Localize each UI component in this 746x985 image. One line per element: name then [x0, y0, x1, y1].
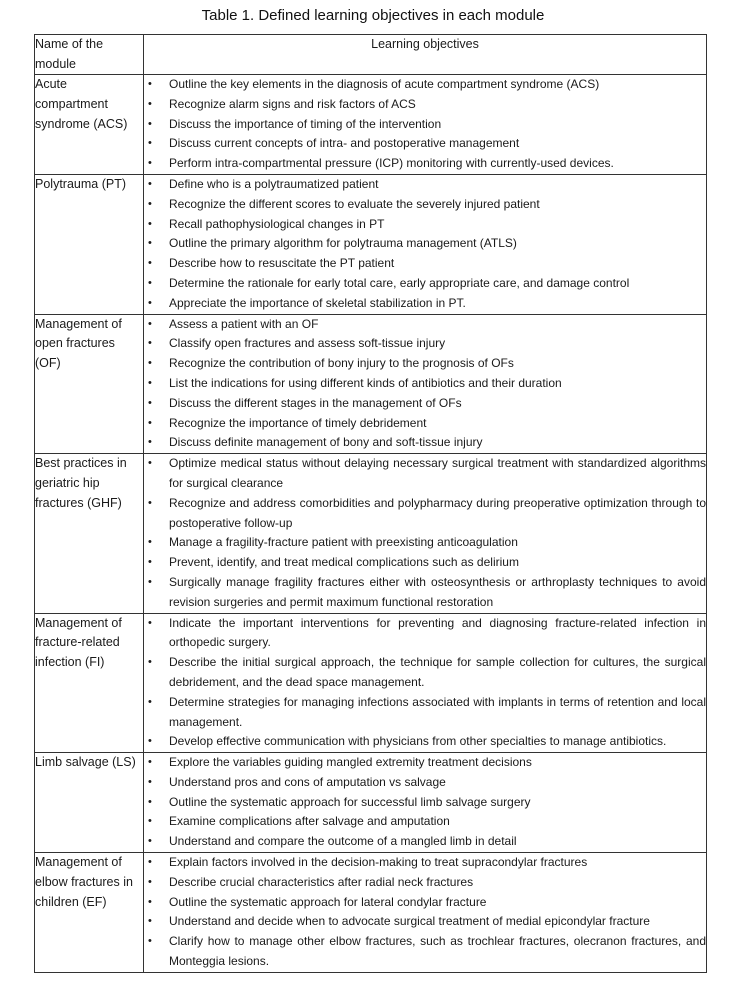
bullet-icon: •: [148, 317, 152, 330]
objectives-cell: [144, 454, 707, 613]
objectives-cell: [144, 174, 707, 314]
bullet-icon: •: [148, 457, 152, 470]
list-item: [144, 154, 706, 174]
list-item: [144, 454, 706, 494]
objective-text: Discuss the importance of timing of the intervention: [169, 116, 442, 131]
module-name-cell: Acute compartment syndrome (ACS): [35, 75, 144, 175]
list-item: [144, 753, 706, 773]
objective-text: Classify open fractures and assess soft-tissue injury: [169, 336, 446, 351]
objective-text: Understand pros and cons of amputation vs salvage: [169, 774, 446, 789]
bullet-icon: •: [148, 276, 152, 289]
objective-text: Discuss current concepts of intra- and postoperative management: [169, 136, 520, 151]
objective-text: Recognize and address comorbidities and polypharmacy during preoperative optimization through to postoperative follow-up: [169, 495, 706, 530]
objectives-cell: [144, 75, 707, 175]
bullet-icon: •: [148, 296, 152, 309]
table-row: [35, 853, 707, 973]
list-item: [144, 533, 706, 553]
objective-text: Discuss definite management of bony and soft-tissue injury: [169, 435, 483, 450]
objectives-list: [144, 315, 706, 454]
list-item: [144, 853, 706, 873]
bullet-icon: •: [148, 117, 152, 130]
objective-text: Manage a fragility-fracture patient with preexisting anticoagulation: [169, 535, 518, 550]
bullet-icon: •: [148, 695, 152, 708]
bullet-icon: •: [148, 237, 152, 250]
module-column-header: Name of the module: [35, 35, 144, 75]
list-item: [144, 832, 706, 852]
objective-text: Recall pathophysiological changes in PT: [169, 216, 385, 231]
objective-text: Explain factors involved in the decision-making to treat supracondylar fractures: [169, 855, 588, 870]
objective-text: Determine the rationale for early total care, early appropriate care, and damage control: [169, 275, 630, 290]
table-row: [35, 454, 707, 613]
objective-text: Outline the primary algorithm for polytrauma management (ATLS): [169, 236, 517, 251]
bullet-icon: •: [148, 775, 152, 788]
objective-text: Assess a patient with an OF: [169, 316, 319, 331]
objective-text: Indicate the important interventions for preventing and diagnosing fracture-related infection in orthopedic surgery.: [169, 615, 706, 650]
objective-text: Describe crucial characteristics after radial neck fractures: [169, 874, 474, 889]
list-item: [144, 95, 706, 115]
list-item: [144, 893, 706, 913]
objective-text: Develop effective communication with physicians from other specialties to manage antibiotics.: [169, 734, 667, 749]
objective-text: Define who is a polytraumatized patient: [169, 176, 379, 191]
module-name-cell: Management of elbow fractures in children (EF): [35, 853, 144, 973]
bullet-icon: •: [148, 835, 152, 848]
bullet-icon: •: [148, 875, 152, 888]
objectives-column-header: Learning objectives: [144, 35, 707, 75]
bullet-icon: •: [148, 556, 152, 569]
list-item: [144, 354, 706, 374]
list-item: [144, 274, 706, 294]
objective-text: Understand and decide when to advocate surgical treatment of medial epicondylar fracture: [169, 914, 650, 929]
list-item: [144, 75, 706, 95]
list-item: [144, 693, 706, 733]
bullet-icon: •: [148, 396, 152, 409]
bullet-icon: •: [148, 157, 152, 170]
list-item: [144, 433, 706, 453]
objective-text: Understand and compare the outcome of a mangled limb in detail: [169, 834, 517, 849]
objective-text: Determine strategies for managing infections associated with implants in terms of retention and local management.: [169, 694, 706, 729]
list-item: [144, 812, 706, 832]
objectives-cell: [144, 314, 707, 454]
objectives-list: [144, 853, 706, 972]
objective-text: Describe how to resuscitate the PT patient: [169, 256, 395, 271]
bullet-icon: •: [148, 536, 152, 549]
objective-text: Perform intra-compartmental pressure (ICP) monitoring with currently-used devices.: [169, 156, 614, 171]
bullet-icon: •: [148, 815, 152, 828]
objective-text: Recognize the contribution of bony injury to the prognosis of OFs: [169, 356, 514, 371]
list-item: [144, 175, 706, 195]
list-item: [144, 254, 706, 274]
table-row: [35, 314, 707, 454]
bullet-icon: •: [148, 496, 152, 509]
objective-text: Describe the initial surgical approach, the technique for sample collection for cultures, the surgical debridement, and the dead space management.: [169, 655, 706, 689]
bullet-icon: •: [148, 575, 152, 588]
objective-text: List the indications for using different kinds of antibiotics and their duration: [169, 375, 562, 390]
module-name-cell: Best practices in geriatric hip fractures (GHF): [35, 454, 144, 613]
objectives-cell: [144, 753, 707, 853]
objective-text: Recognize the different scores to evaluate the severely injured patient: [169, 196, 540, 211]
table-title: Table 1. Defined learning objectives in each module: [201, 7, 545, 24]
list-item: [144, 315, 706, 335]
bullet-icon: •: [148, 357, 152, 370]
list-item: [144, 912, 706, 932]
list-item: [144, 932, 706, 972]
bullet-icon: •: [148, 78, 152, 90]
list-item: [144, 553, 706, 573]
bullet-icon: •: [148, 915, 152, 928]
list-item: [144, 294, 706, 314]
objectives-cell: [144, 613, 707, 753]
bullet-icon: •: [148, 337, 152, 350]
list-item: [144, 115, 706, 135]
objectives-list: [144, 753, 706, 852]
objective-text: Surgically manage fragility fractures either with osteosynthesis or arthroplasty techniques to avoid revision surgeries and permit maximum functional restoration: [169, 574, 706, 609]
list-item: [144, 873, 706, 893]
objectives-table: [34, 34, 707, 973]
list-item: [144, 573, 706, 613]
list-item: [144, 614, 706, 654]
list-item: [144, 234, 706, 254]
table-row: [35, 613, 707, 753]
table-body: [35, 75, 707, 973]
table-row: [35, 75, 707, 175]
list-item: [144, 653, 706, 693]
objectives-cell: [144, 853, 707, 973]
bullet-icon: •: [148, 856, 152, 869]
module-name-cell: Limb salvage (LS): [35, 753, 144, 853]
objective-text: Recognize alarm signs and risk factors of ACS: [169, 96, 416, 111]
bullet-icon: •: [148, 97, 152, 110]
bullet-icon: •: [148, 436, 152, 449]
bullet-icon: •: [148, 756, 152, 769]
objective-text: Prevent, identify, and treat medical complications such as delirium: [169, 555, 519, 570]
bullet-icon: •: [148, 197, 152, 210]
bullet-icon: •: [148, 137, 152, 150]
module-name-cell: Management of open fractures (OF): [35, 314, 144, 454]
bullet-icon: •: [148, 616, 152, 629]
bullet-icon: •: [148, 935, 152, 948]
list-item: [144, 394, 706, 414]
bullet-icon: •: [148, 656, 152, 669]
bullet-icon: •: [148, 257, 152, 270]
list-item: [144, 195, 706, 215]
list-item: [144, 732, 706, 752]
objective-text: Clarify how to manage other elbow fractures, such as trochlear fractures, olecranon fractures, and Monteggia lesions.: [169, 934, 706, 969]
objective-text: Recognize the importance of timely debridement: [169, 415, 427, 430]
objective-text: Outline the key elements in the diagnosis of acute compartment syndrome (ACS): [169, 77, 600, 91]
objective-text: Appreciate the importance of skeletal stabilization in PT.: [169, 295, 466, 310]
list-item: [144, 215, 706, 235]
module-name-cell: Polytrauma (PT): [35, 174, 144, 314]
bullet-icon: •: [148, 416, 152, 429]
list-item: [144, 374, 706, 394]
objectives-list: [144, 614, 706, 753]
objective-text: Examine complications after salvage and amputation: [169, 814, 450, 829]
bullet-icon: •: [148, 376, 152, 389]
objective-text: Optimize medical status without delaying necessary surgical treatment with standardized algorithms for surgical clearance: [169, 456, 706, 490]
objective-text: Explore the variables guiding mangled extremity treatment decisions: [169, 755, 532, 770]
bullet-icon: •: [148, 795, 152, 808]
table-row: [35, 753, 707, 853]
objectives-list: [144, 175, 706, 314]
objective-text: Discuss the different stages in the management of OFs: [169, 395, 462, 410]
list-item: [144, 773, 706, 793]
bullet-icon: •: [148, 895, 152, 908]
bullet-icon: •: [148, 217, 152, 230]
bullet-icon: •: [148, 177, 152, 190]
list-item: [144, 494, 706, 534]
objective-text: Outline the systematic approach for lateral condylar fracture: [169, 894, 487, 909]
module-name-cell: Management of fracture-related infection (FI): [35, 613, 144, 753]
bullet-icon: •: [148, 735, 152, 748]
objectives-list: [144, 75, 706, 174]
objective-text: Outline the systematic approach for successful limb salvage surgery: [169, 794, 531, 809]
list-item: [144, 414, 706, 434]
header-row: [35, 35, 707, 75]
table-row: [35, 174, 707, 314]
objectives-list: [144, 454, 706, 612]
list-item: [144, 134, 706, 154]
list-item: [144, 793, 706, 813]
list-item: [144, 334, 706, 354]
